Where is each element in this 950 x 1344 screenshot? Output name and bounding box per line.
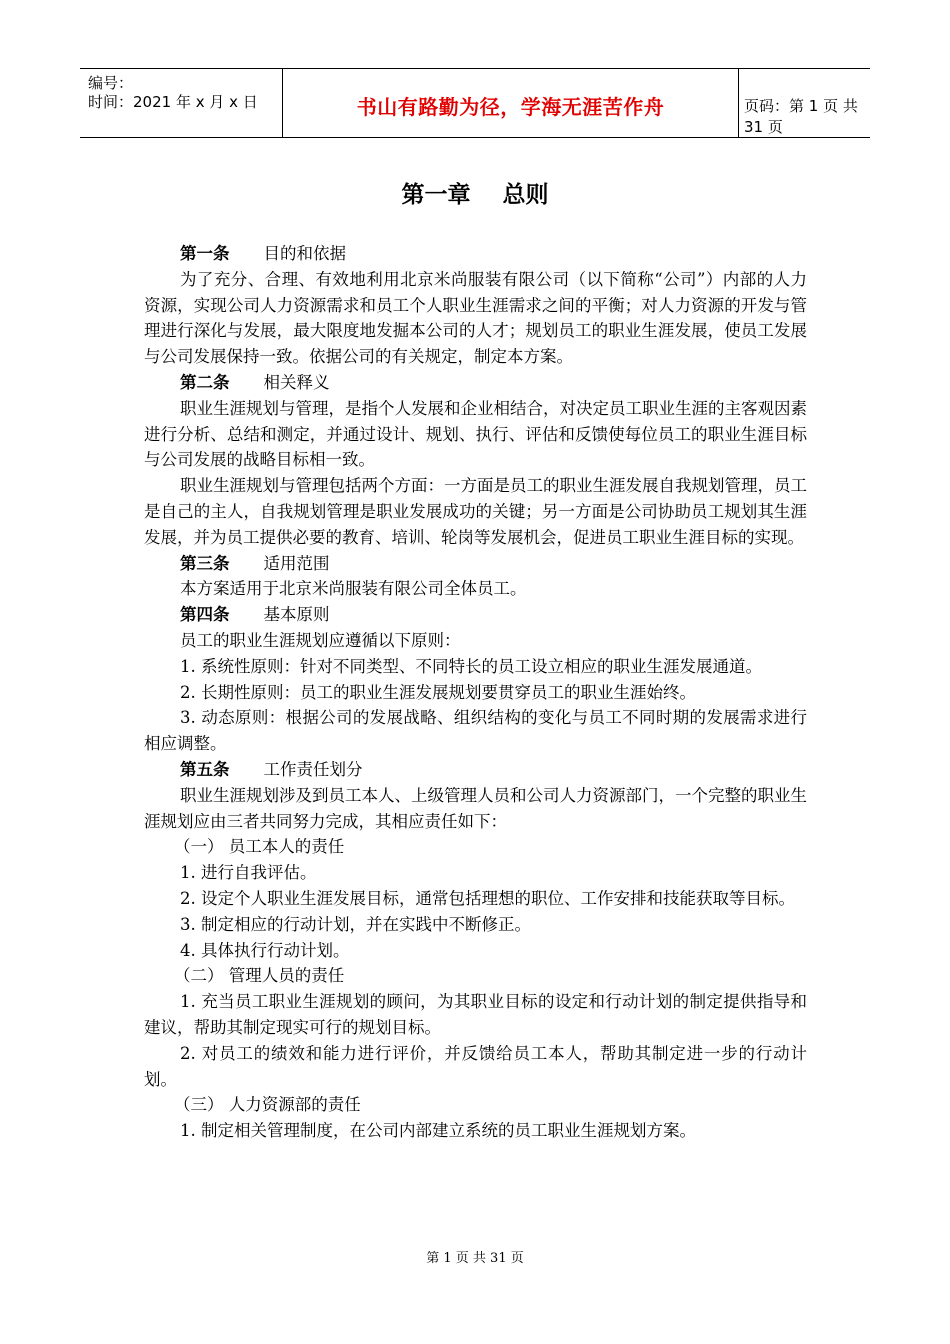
article-title: 适用范围: [263, 553, 330, 573]
subsection-heading: （二） 管理人员的责任: [174, 966, 345, 986]
article-label: 第二条: [180, 372, 230, 392]
list-item: 1. 制定相关管理制度，在公司内部建立系统的员工职业生涯规划方案。: [180, 1121, 696, 1141]
document-number-label: 编号：: [88, 74, 134, 92]
article-title: 工作责任划分: [263, 759, 363, 779]
header-right-cell: [738, 69, 870, 137]
list-item: 2. 设定个人职业生涯发展目标，通常包括理想的职位、工作安排和技能获取等目标。: [180, 888, 795, 908]
header-center-cell: [282, 69, 739, 137]
paragraph: 员工的职业生涯规划应遵循以下原则：: [180, 630, 461, 650]
paragraph: 职业生涯规划与管理包括两个方面：一方面是员工的职业生涯发展自我规划管理，员工是自己的主人，自我规划管理是职业发展成功的关键；另一方面是公司协助员工规划其生涯发展，并为员工提供必要的教育、培训、轮岗等发展机会，促进员工职业生涯目标的实现。: [144, 476, 807, 547]
article-3-heading: [144, 551, 807, 577]
list-item: 2. 长期性原则：员工的职业生涯发展规划要贯穿员工的职业生涯始终。: [180, 682, 696, 702]
header-motto: 书山有路勤为径，学海无涯苦作舟: [356, 95, 665, 119]
list-item: 1. 充当员工职业生涯规划的顾问，为其职业目标的设定和行动计划的制定提供指导和建议，帮助其制定现实可行的规划目标。: [144, 992, 807, 1037]
article-2-heading: [144, 370, 807, 396]
subsection-heading: （三） 人力资源部的责任: [174, 1095, 361, 1115]
header-table: [80, 68, 870, 138]
list-item: 1. 系统性原则：针对不同类型、不同特长的员工设立相应的职业生涯发展通道。: [180, 656, 762, 676]
header-page-info: 页码：第 1 页 共 31 页: [744, 97, 858, 136]
article-label: 第四条: [180, 605, 230, 625]
article-title: 相关释义: [263, 372, 330, 392]
subsection-heading: （一） 员工本人的责任: [174, 837, 345, 857]
paragraph: 为了充分、合理、有效地利用北京米尚服装有限公司（以下简称“公司”）内部的人力资源，实现公司人力资源需求和员工个人职业生涯需求之间的平衡；对人力资源的开发与管理进行深化与发展，最大限度地发掘本公司的人才；规划员工的职业生涯发展，使员工发展与公司发展保持一致。依据公司的有关规定，制定本方案。: [144, 269, 807, 367]
list-item: 4. 具体执行行动计划。: [180, 940, 350, 960]
page-footer: 第 1 页 共 31 页: [426, 1251, 524, 1266]
document-time-label: 时间：2021 年 x 月 x 日: [88, 93, 258, 111]
header-left-cell: [80, 69, 282, 137]
article-5-heading: [144, 757, 807, 783]
paragraph: 职业生涯规划涉及到员工本人、上级管理人员和公司人力资源部门，一个完整的职业生涯规划应由三者共同努力完成，其相应责任如下：: [144, 785, 807, 831]
list-item: 1. 进行自我评估。: [180, 863, 317, 883]
list-item: 3. 制定相应的行动计划，并在实践中不断修正。: [180, 914, 531, 934]
article-1-heading: [144, 241, 807, 267]
document-body: [144, 241, 807, 1144]
article-4-heading: [144, 602, 807, 628]
paragraph: 本方案适用于北京米尚服装有限公司全体员工。: [180, 579, 527, 599]
article-title: 目的和依据: [263, 244, 346, 263]
paragraph: 职业生涯规划与管理，是指个人发展和企业相结合，对决定员工职业生涯的主客观因素进行分析、总结和测定，并通过设计、规划、执行、评估和反馈使每位员工的职业生涯目标与公司发展的战略目标相一致。: [144, 398, 807, 470]
list-item: 3. 动态原则：根据公司的发展战略、组织结构的变化与员工不同时期的发展需求进行相应调整。: [144, 708, 807, 754]
article-label: 第三条: [180, 553, 230, 573]
list-item: 2. 对员工的绩效和能力进行评价，并反馈给员工本人，帮助其制定进一步的行动计划。: [144, 1043, 807, 1089]
article-label: 第五条: [180, 759, 230, 779]
chapter-title: 第一章 总则: [401, 182, 549, 208]
article-label: 第一条: [180, 244, 230, 263]
article-title: 基本原则: [263, 605, 330, 625]
